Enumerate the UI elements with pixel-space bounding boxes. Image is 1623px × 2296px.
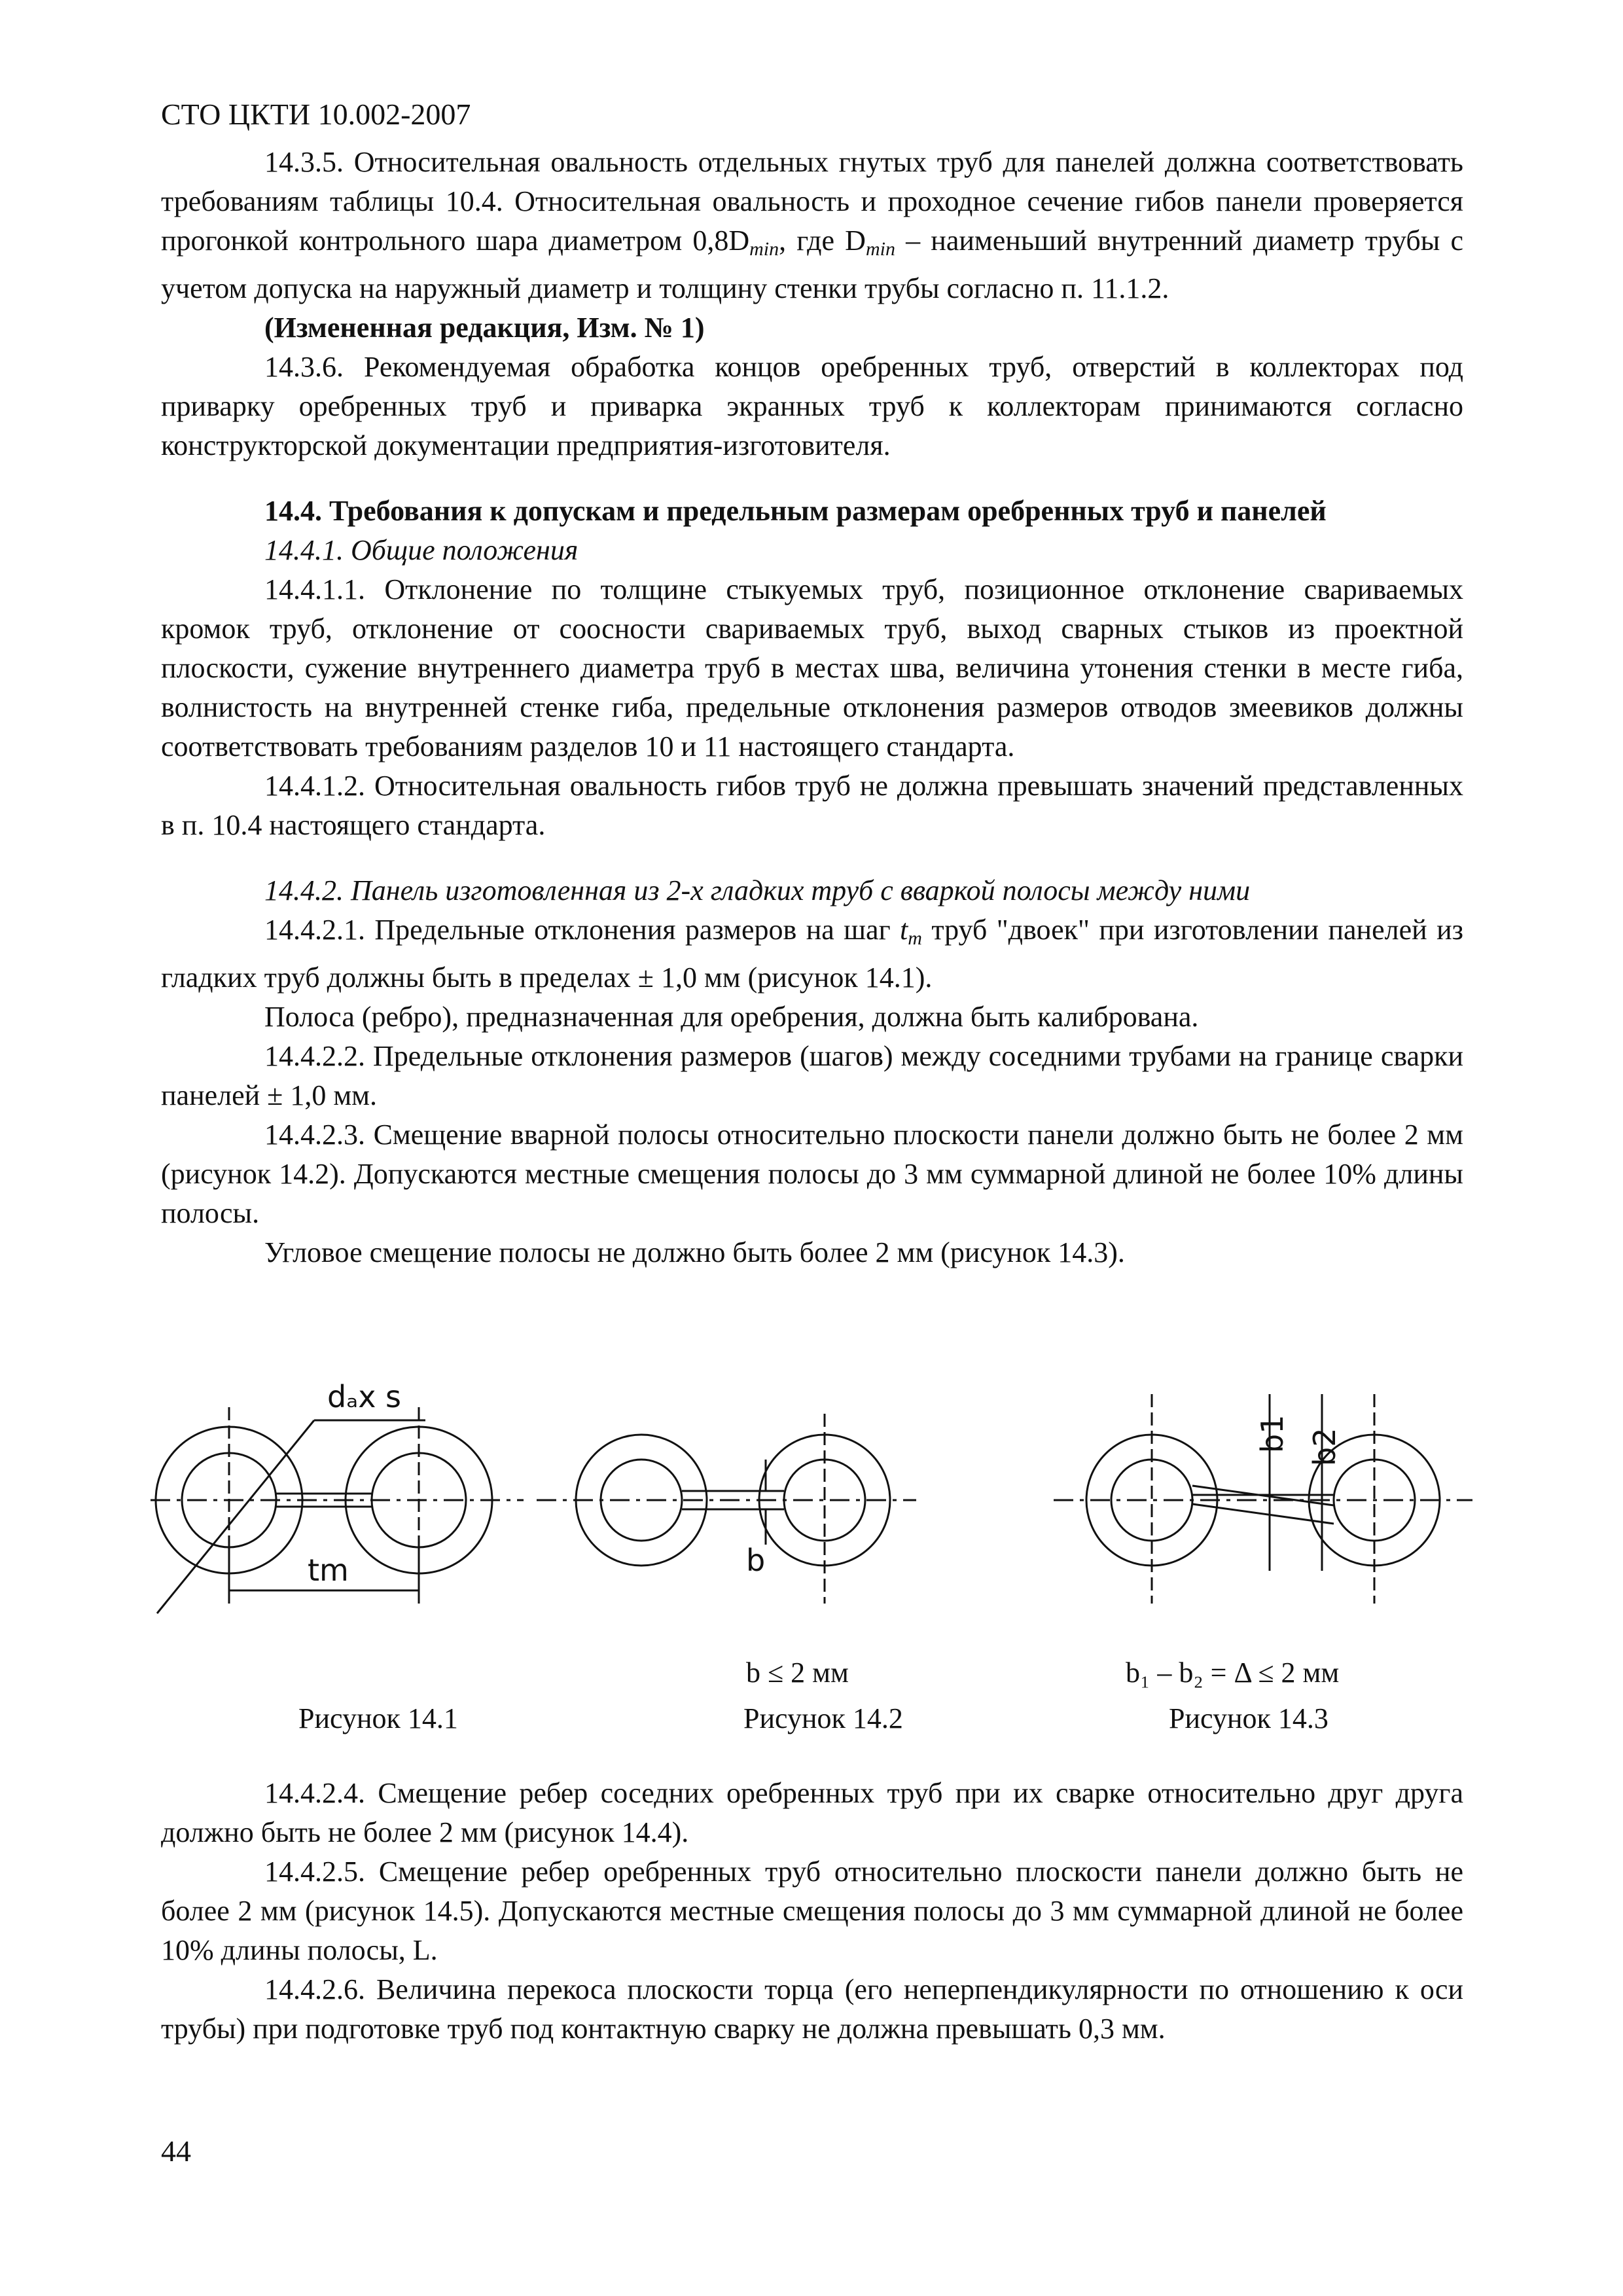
paragraph-14-4-2-6: 14.4.2.6. Величина перекоса плоскости торца (его неперпендикулярности по отношению к оси трубы) при подготовке труб под контактную сварку не должна превышать 0,3 мм. <box>161 1973 1463 2045</box>
paragraph-14-4-2-4: 14.4.2.4. Смещение ребер соседних оребренных труб при их сварке относительно друг друга должно быть не более 2 мм (рисунок 14.4). <box>161 1777 1463 1848</box>
paragraph-14-4-2-3: 14.4.2.3. Смещение вварной полосы относительно плоскости панели должно быть не более 2 мм (рисунок 14.2). Допускаются местные смещения полосы до 3 мм суммарной длиной не более 10% длины полосы. <box>161 1119 1463 1229</box>
document-body-bottom <box>161 1774 1463 2049</box>
condition-fig-14-2: b ≤ 2 мм <box>746 1657 849 1689</box>
caption-fig-14-1: Рисунок 14.1 <box>298 1702 458 1734</box>
paragraph-14-4-2-2: 14.4.2.2. Предельные отклонения размеров (шагов) между соседними трубами на границе сварки панелей ± 1,0 мм. <box>161 1040 1463 1111</box>
figures-14-1-to-14-3 <box>144 1355 1479 1630</box>
paragraph-14-4-1-2: 14.4.1.2. Относительная овальность гибов труб не должна превышать значений представленных в п. 10.4 настоящего стандарта. <box>161 770 1463 841</box>
figure-14-2-drawing <box>537 1414 916 1604</box>
subsection-14-4-2: 14.4.2. Панель изготовленная из 2-х гладких труб с вваркой полосы между ними <box>264 874 1251 906</box>
subsection-14-4-1: 14.4.1. Общие положения <box>264 534 579 566</box>
label-tm: tm <box>308 1552 349 1588</box>
page-number: 44 <box>161 2134 191 2168</box>
paragraph-14-4-2-5: 14.4.2.5. Смещение ребер оребренных труб относительно плоскости панели должно быть не более 2 мм (рисунок 14.5). Допускаются местные смещения полосы до 3 мм суммарной длиной не более 10% длины полосы, L. <box>161 1856 1463 1966</box>
caption-fig-14-3: Рисунок 14.3 <box>1169 1702 1329 1734</box>
section-title-14-4: 14.4. Требования к допускам и предельным размерам оребренных труб и панелей <box>264 495 1327 527</box>
paragraph-14-4-1-1: 14.4.1.1. Отклонение по толщине стыкуемых труб, позиционное отклонение свариваемых кромок труб, отклонение от соосности свариваемых труб, выход сварных стыков из проектной плоскости, сужение внутреннего диаметра труб в местах шва, величина утонения стенки в месте гиба, волнистость на внутренней стенке гиба, предельные отклонения размеров отводов змеевиков должны соответствовать требованиям разделов 10 и 11 настоящего стандарта. <box>161 573 1463 762</box>
document-body-top <box>161 143 1463 1272</box>
paragraph-14-4-2-1: 14.4.2.1. Предельные отклонения размеров на шаг $t_m$ труб "двоек" при изготовлении панелей из гладких труб должны быть в пределах ± 1,0 мм (рисунок 14.1). <box>161 914 1463 994</box>
condition-fig-14-3: b₁ – b₂ = Δ ≤ 2 мм <box>1126 1657 1340 1689</box>
paragraph-rib: Полоса (ребро), предназначенная для оребрения, должна быть калибрована. <box>264 1001 1199 1033</box>
label-b2: b2 <box>1307 1427 1342 1466</box>
paragraph-14-3-6: 14.3.6. Рекомендуемая обработка концов оребренных труб, отверстий в коллекторах под приварку оребренных труб и приварка экранных труб к коллекторам принимаются согласно конструкторской документации предприятия-изготовителя. <box>161 351 1463 461</box>
label-da-x-s: dₐx s <box>327 1379 402 1414</box>
caption-fig-14-2: Рисунок 14.2 <box>743 1702 903 1734</box>
paragraph-14-3-5: 14.3.5. Относительная овальность отдельных гнутых труб для панелей должна соответствовать требованиям таблицы 10.4. Относительная овальность и проходное сечение гибов панели проверяется прогонкой контрольного шара диаметром $0,8D_{min}$, где $D_{min}$ – наименьший внутренний диаметр трубы с учетом допуска на наружный диаметр и толщину стенки трубы согласно п. 11.1.2. <box>161 146 1464 304</box>
label-b: b <box>746 1543 766 1578</box>
amendment-note: (Измененная редакция, Изм. № 1) <box>264 312 705 344</box>
document-header: СТО ЦКТИ 10.002-2007 <box>161 98 471 131</box>
label-b1: b1 <box>1255 1414 1290 1453</box>
paragraph-angle: Угловое смещение полосы не должно быть более 2 мм (рисунок 14.3). <box>264 1236 1125 1268</box>
